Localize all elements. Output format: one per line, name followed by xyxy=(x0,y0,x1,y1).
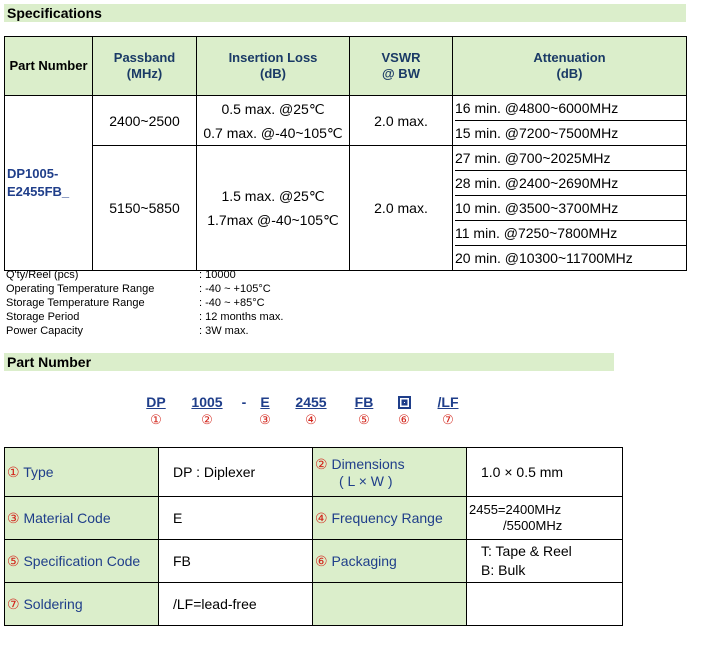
specification-code-value: FB xyxy=(159,540,313,583)
note-row: Power Capacity : 3W max. xyxy=(6,325,249,337)
type-value: DP : Diplexer xyxy=(159,448,313,497)
code-segment: 1005 ② xyxy=(191,394,223,427)
vswr-cell: 2.0 max. xyxy=(350,146,453,271)
packaging-label: ⑥ Packaging xyxy=(313,540,467,583)
empty-label-cell xyxy=(313,583,467,626)
header-vswr: VSWR @ BW xyxy=(350,37,453,96)
passband-cell: 5150~5850 xyxy=(93,146,197,271)
material-code-value: E xyxy=(159,497,313,540)
header-attenuation: Attenuation (dB) xyxy=(453,37,687,96)
frequency-range-value: 2455=2400MHz /5500MHz xyxy=(467,497,623,540)
code-segment: 2455 ④ xyxy=(295,394,327,427)
spec-notes xyxy=(6,268,283,338)
attenuation-cell: 27 min. @700~2025MHz 28 min. @2400~2690MHz 10 min. @3500~3700MHz 11 min. @7250~7800MHz 20 min. @10300~11700MHz xyxy=(453,146,687,271)
type-label: ① Type xyxy=(5,448,159,497)
header-part-number: Part Number xyxy=(5,37,93,96)
vswr-cell: 2.0 max. xyxy=(350,96,453,146)
box-symbol-icon xyxy=(398,396,411,409)
empty-value-cell xyxy=(467,583,623,626)
dimensions-value: 1.0 × 0.5 mm xyxy=(467,448,623,497)
header-insertion-loss: Insertion Loss (dB) xyxy=(197,37,350,96)
code-segment: /LF ⑦ xyxy=(437,394,459,427)
passband-cell: 2400~2500 xyxy=(93,96,197,146)
dimensions-label: ② Dimensions ( L × W ) xyxy=(313,448,467,497)
packaging-value: T: Tape & Reel B: Bulk xyxy=(467,540,623,583)
insertion-loss-cell: 1.5 max. @25℃ 1.7max @-40~105℃ xyxy=(197,146,350,271)
header-passband: Passband (MHz) xyxy=(93,37,197,96)
attenuation-cell: 16 min. @4800~6000MHz 15 min. @7200~7500MHz xyxy=(453,96,687,146)
specification-code-label: ⑤ Specification Code xyxy=(5,540,159,583)
material-code-label: ③ Material Code xyxy=(5,497,159,540)
note-row: Storage Period : 12 months max. xyxy=(6,311,284,323)
part-number-table xyxy=(4,447,623,626)
code-segment: ⑥ xyxy=(394,393,414,429)
soldering-label: ⑦ Soldering xyxy=(5,583,159,626)
specifications-heading: Specifications xyxy=(4,4,686,22)
insertion-loss-cell: 0.5 max. @25℃ 0.7 max. @-40~105℃ xyxy=(197,96,350,146)
code-segment: DP ① xyxy=(146,394,166,427)
note-row: Operating Temperature Range : -40 ~ +105°C xyxy=(6,283,271,295)
code-segment: E ③ xyxy=(259,394,271,427)
part-number-cell: DP1005- E2455FB_ xyxy=(5,96,93,271)
soldering-value: /LF=lead-free xyxy=(159,583,313,626)
code-segment: - xyxy=(241,394,247,410)
frequency-range-label: ④ Frequency Range xyxy=(313,497,467,540)
code-segment: FB ⑤ xyxy=(354,394,374,427)
part-number-heading: Part Number xyxy=(4,353,614,371)
note-row: Q'ty/Reel (pcs) : 10000 xyxy=(6,269,236,281)
note-row: Storage Temperature Range : -40 ~ +85°C xyxy=(6,297,265,309)
specifications-table xyxy=(4,36,687,271)
part-number-code xyxy=(140,393,480,433)
